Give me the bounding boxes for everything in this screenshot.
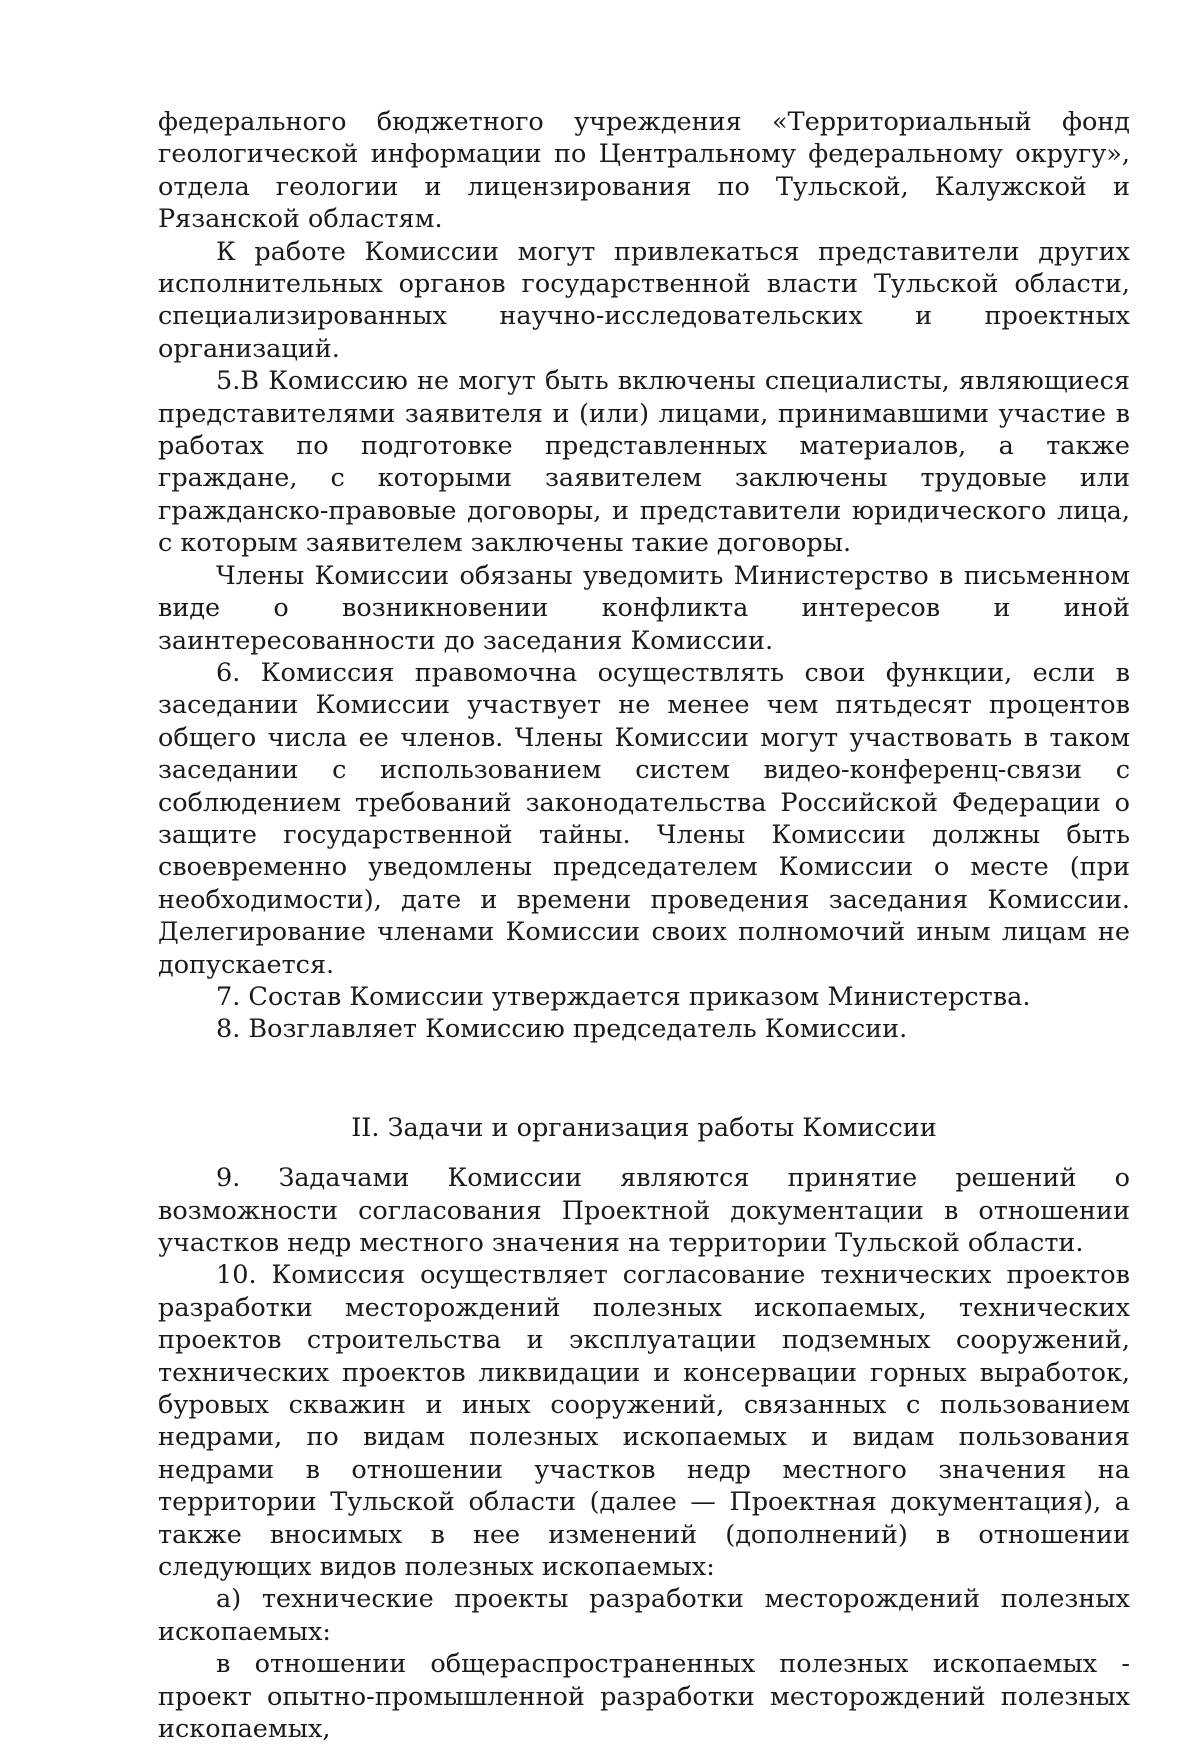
paragraph-item-9: 9. Задачами Комиссии являются принятие решений о возможности согласования Проектной документации в отношении участков недр местного значения на территории Тульской области. <box>158 1163 1130 1258</box>
paragraph-item-7: 7. Состав Комиссии утверждается приказом Министерства. <box>216 981 1031 1012</box>
paragraph-item-8: 8. Возглавляет Комиссию председатель Комиссии. <box>216 1014 908 1045</box>
paragraph-item-5: 5.В Комиссию не могут быть включены специалисты, являющиеся представителями заявителя и (или) лицами, принимавшими участие в работах по подготовке представленных материалов, а также граждане, с которыми заявителем заключены трудовые или гражданско-правовые договоры, и представители юридического лица, с которым заявителем заключены такие договоры. <box>158 366 1130 559</box>
paragraph-continuation: федерального бюджетного учреждения «Территориальный фонд геологической информации по Центральному федеральному округу», отдела геологии и лицензирования по Тульской, Калужской и Рязанской областям. <box>158 107 1130 235</box>
paragraph-item-10: 10. Комиссия осуществляет согласование технических проектов разработки месторождений полезных ископаемых, технических проектов строительства и эксплуатации подземных сооружений, технических проектов ликвидации и консервации горных выработок, буровых скважин и иных сооружений, связанных с пользованием недрами, по видам полезных ископаемых и видам пользования недрами в отношении участков недр местного значения на территории Тульской области (далее — Проектная документация), а также вносимых в нее изменений (дополнений) в отношении следующих видов полезных ископаемых: <box>158 1260 1130 1583</box>
section-heading: II. Задачи и организация работы Комиссии <box>351 1112 937 1143</box>
paragraph-item-10a-common-minerals: в отношении общераспространенных полезных ископаемых - проект опытно-промышленной разработки месторождений полезных ископаемых, <box>158 1649 1130 1745</box>
document-page <box>158 106 1130 1746</box>
paragraph-item-10a: а) технические проекты разработки месторождений полезных ископаемых: <box>158 1584 1130 1647</box>
paragraph-item-6: 6. Комиссия правомочна осуществлять свои функции, если в заседании Комиссии участвует не менее чем пятьдесят процентов общего числа ее членов. Члены Комиссии могут участвовать в таком заседании с использованием систем видео-конференц-связи с соблюдением требований законодательства Российской Федерации о защите государственной тайны. Члены Комиссии должны быть своевременно уведомлены председателем Комиссии о месте (при необходимости), дате и времени проведения заседания Комиссии. Делегирование членами Комиссии своих полномочий иным лицам не допускается. <box>158 657 1130 980</box>
paragraph-invited-representatives: К работе Комиссии могут привлекаться представители других исполнительных органов государственной власти Тульской области, специализированных научно-исследовательских и проектных организаций. <box>158 236 1130 364</box>
paragraph-conflict-of-interest: Члены Комиссии обязаны уведомить Министерство в письменном виде о возникновении конфликта интересов и иной заинтересованности до заседания Комиссии. <box>158 560 1130 656</box>
